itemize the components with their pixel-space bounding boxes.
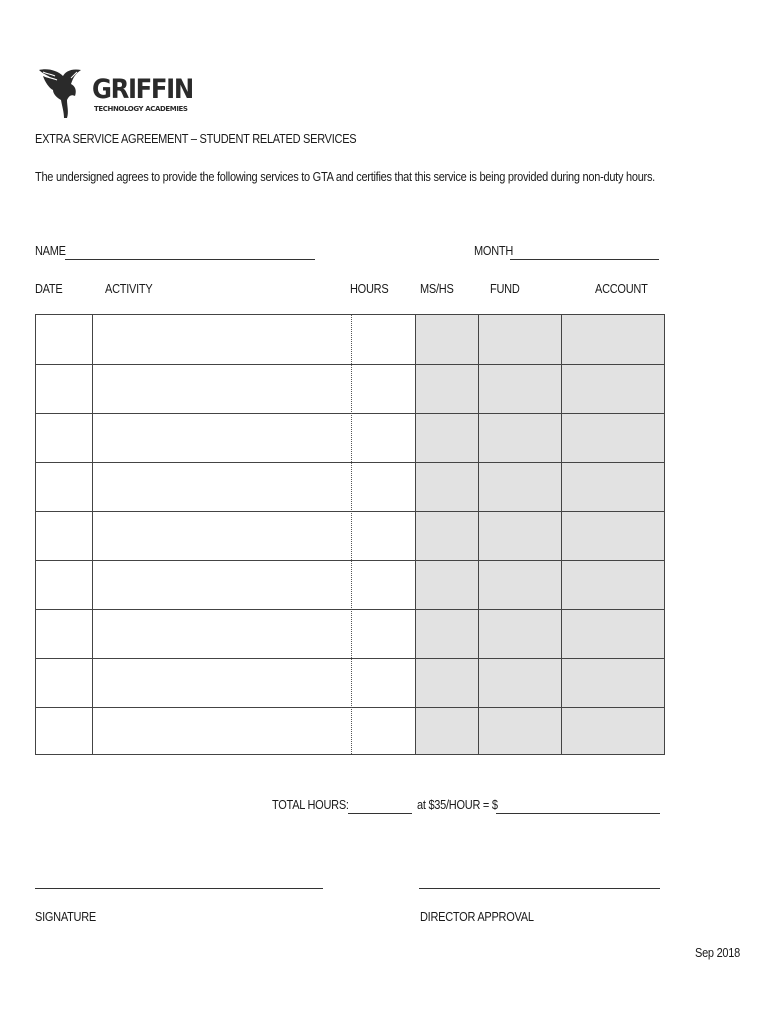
logo-wordmark: GRIFFIN (92, 74, 193, 105)
table-row[interactable] (36, 413, 664, 414)
column-divider (92, 315, 93, 754)
name-label: NAME (35, 244, 66, 258)
col-header-date: DATE (35, 282, 63, 296)
table-row[interactable] (36, 658, 664, 659)
director-approval-label: DIRECTOR APPROVAL (420, 910, 534, 924)
service-table (35, 314, 665, 755)
column-divider (478, 315, 479, 754)
signature-label: SIGNATURE (35, 910, 96, 924)
col-header-hours: HOURS (350, 282, 389, 296)
griffin-logo (37, 66, 193, 120)
column-divider (351, 315, 352, 754)
revision-date: Sep 2018 (695, 946, 740, 960)
rate-text: at $35/HOUR = $ (417, 798, 498, 812)
col-header-fund: FUND (490, 282, 520, 296)
table-row[interactable] (36, 364, 664, 365)
table-row[interactable] (36, 560, 664, 561)
col-header-mshs: MS/HS (420, 282, 454, 296)
table-row[interactable] (36, 511, 664, 512)
column-divider (561, 315, 562, 754)
table-row[interactable] (36, 707, 664, 708)
col-header-activity: ACTIVITY (105, 282, 153, 296)
signature-line[interactable] (35, 888, 323, 889)
month-field[interactable] (510, 259, 659, 260)
logo-tagline: TECHNOLOGY ACADEMIES (94, 105, 188, 113)
griffin-bird-icon (37, 66, 93, 120)
director-approval-line[interactable] (419, 888, 660, 889)
total-hours-field[interactable] (348, 813, 412, 814)
form-title: EXTRA SERVICE AGREEMENT – STUDENT RELATED SERVICES (35, 132, 357, 146)
office-use-shading (415, 315, 664, 754)
total-amount-field[interactable] (496, 813, 660, 814)
table-row[interactable] (36, 609, 664, 610)
name-field[interactable] (65, 259, 315, 260)
month-label: MONTH (474, 244, 514, 258)
col-header-account: ACCOUNT (595, 282, 648, 296)
form-intro: The undersigned agrees to provide the following services to GTA and certifies that this service is being provided during non-duty hours. (35, 170, 655, 184)
column-divider (415, 315, 416, 754)
total-hours-label: TOTAL HOURS: (272, 798, 349, 812)
table-row[interactable] (36, 462, 664, 463)
